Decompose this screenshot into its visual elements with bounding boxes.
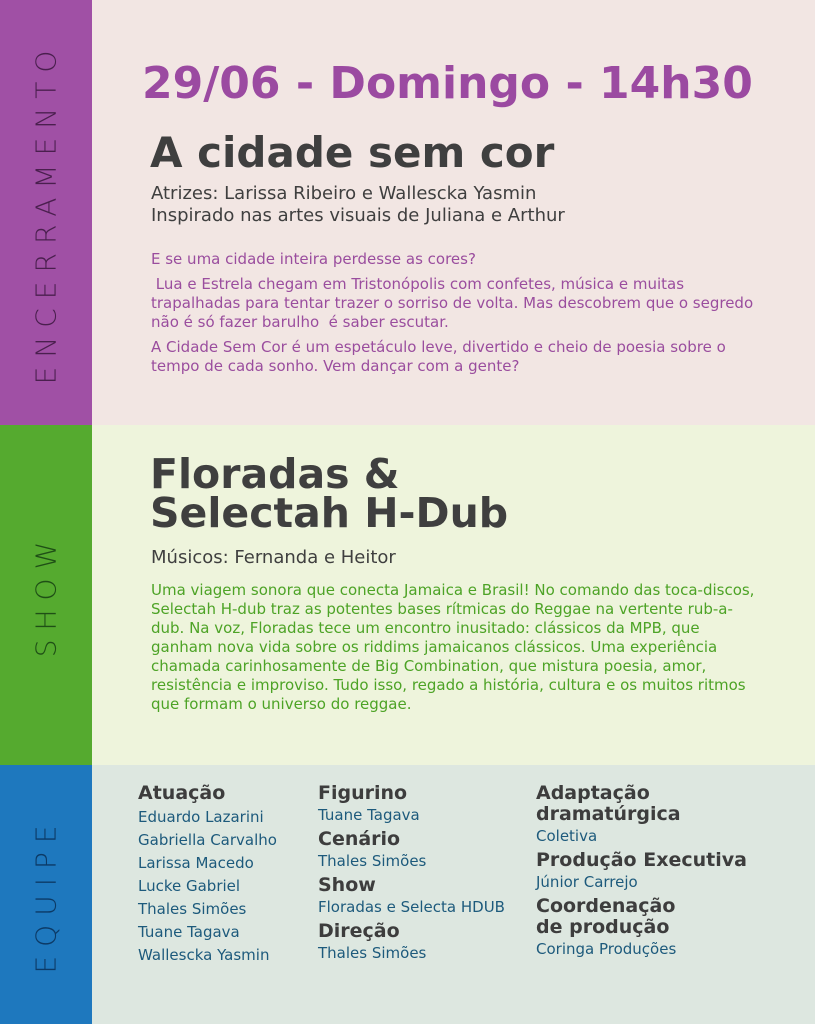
atuacao-names (138, 806, 308, 967)
show-title-line: Floradas & (150, 450, 400, 498)
role-label-producao: Produção Executiva (536, 849, 747, 871)
encerramento-band-label: ENCERRAMENTO (29, 41, 63, 384)
actresses-line: Atrizes: Larissa Ribeiro e Wallescka Yasmin (151, 183, 537, 204)
figurino-name: Tuane Tagava (318, 806, 420, 824)
team-member: Wallescka Yasmin (138, 946, 270, 964)
show-content (92, 425, 815, 765)
role-label-adaptacao (536, 783, 776, 825)
show-band-label: SHOW (29, 532, 63, 658)
team-column-production (318, 783, 528, 967)
team-member: Thales Simões (138, 900, 247, 918)
team-member: Larissa Macedo (138, 854, 254, 872)
show-credit-name: Floradas e Selecta HDUB (318, 898, 505, 916)
team-member: Lucke Gabriel (138, 877, 241, 895)
role-label-cenario: Cenário (318, 828, 401, 850)
equipe-section (0, 765, 815, 1024)
role-label-line: de produção (536, 916, 670, 938)
direcao-name: Thales Simões (318, 944, 427, 962)
show-description: Uma viagem sonora que conecta Jamaica e Brasil! No comando das toca-discos, Selectah H-dub traz as potentes bases rítmicas do Reggae na vertente rub-a-dub. Na voz, Floradas tece um encontro inusitado: clássicos da MPB, que ganham nova vida sobre os riddims jamaicanos clássicos. Uma experiência chamada carinhosamente de Big Combination, que mistura poesia, amor, resistência e improviso. Tudo isso, regado a história, cultura e os muitos ritmos que formam o universo do reggae. (151, 581, 755, 713)
equipe-band (0, 765, 92, 1024)
team-column-acting (138, 783, 308, 967)
show-band (0, 425, 92, 765)
team-member: Tuane Tagava (138, 923, 240, 941)
show-title-line: Selectah H-Dub (150, 489, 509, 537)
description-paragraph: A Cidade Sem Cor é um espetáculo leve, divertido e cheio de poesia sobre o tempo de cada sonho. Vem dançar com a gente? (151, 338, 726, 375)
producao-name: Júnior Carrejo (536, 873, 638, 891)
role-label-line: Adaptação (536, 782, 650, 804)
description-paragraph: E se uma cidade inteira perdesse as cores? (151, 250, 476, 268)
role-label-atuacao: Atuação (138, 782, 226, 804)
encerramento-content (92, 0, 815, 425)
role-label-line: dramatúrgica (536, 803, 681, 825)
equipe-band-label: EQUIPE (29, 815, 63, 974)
coordenacao-name: Coringa Produções (536, 940, 677, 958)
play-title: A cidade sem cor (150, 128, 555, 177)
role-label-coordenacao (536, 896, 776, 938)
play-credits (151, 183, 565, 227)
adaptacao-name: Coletiva (536, 827, 598, 845)
team-member: Gabriella Carvalho (138, 831, 277, 849)
show-musicians: Músicos: Fernanda e Heitor (151, 547, 396, 568)
show-title (150, 450, 509, 537)
inspiration-line: Inspirado nas artes visuais de Juliana e Arthur (151, 205, 565, 226)
description-paragraph: Lua e Estrela chegam em Tristonópolis com confetes, música e muitas trapalhadas para tentar trazer o sorriso de volta. Mas descobrem que o segredo não é só fazer barulho é saber escutar. (151, 275, 758, 331)
encerramento-section (0, 0, 815, 425)
show-section (0, 425, 815, 765)
event-date: 29/06 - Domingo - 14h30 (142, 58, 753, 109)
role-label-direcao: Direção (318, 920, 400, 942)
role-label-figurino: Figurino (318, 782, 408, 804)
equipe-content (92, 765, 815, 1024)
team-member: Eduardo Lazarini (138, 808, 264, 826)
role-label-line: Coordenação (536, 895, 676, 917)
role-label-show: Show (318, 874, 376, 896)
team-column-management (536, 783, 776, 963)
play-description (151, 250, 771, 382)
cenario-name: Thales Simões (318, 852, 427, 870)
encerramento-band (0, 0, 92, 425)
